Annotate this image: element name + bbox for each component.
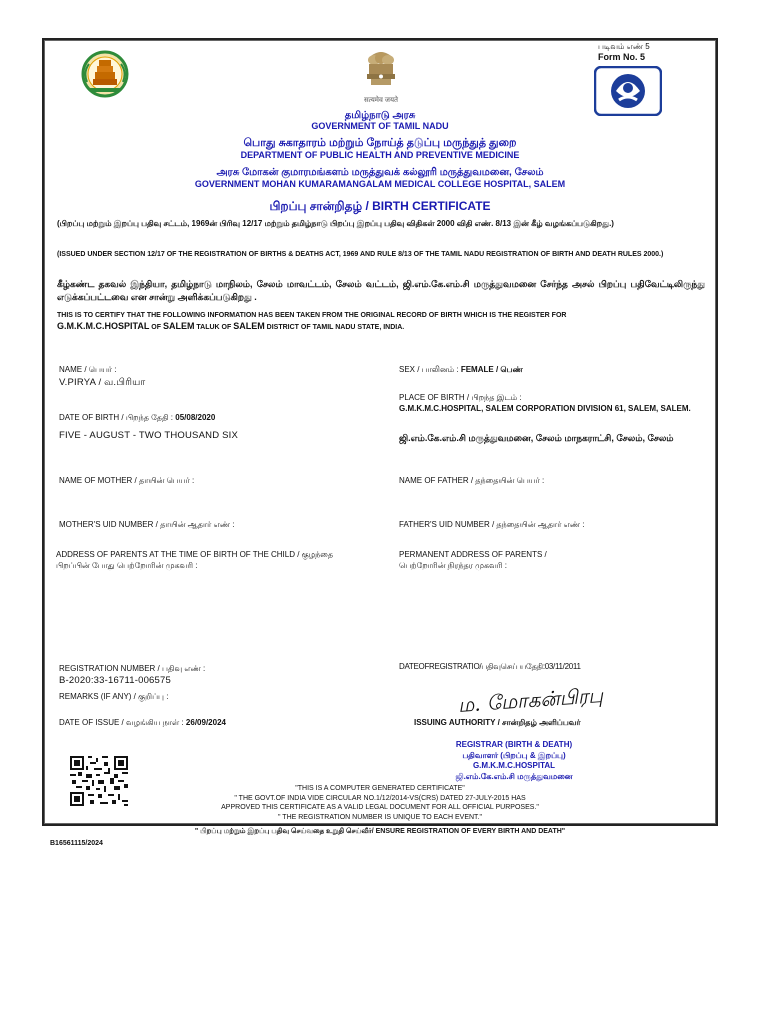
registration-number-value: B-2020:33-16711-006575 [59,675,171,686]
registrar-hospital: G.M.K.M.C.HOSPITAL [472,761,556,770]
gov-tamil: தமிழ்நாடு அரசு [344,110,416,121]
hospital-english: GOVERNMENT MOHAN KUMARAMANGALAM MEDICAL COLLEGE HOSPITAL, SALEM [194,179,566,189]
form-number-tamil: படிவம் எண் 5 [598,42,650,51]
name-label: NAME / பெயர் : [59,365,117,374]
name-value: V.PIRYA / வ.பிரியா [59,377,146,388]
issuing-authority-label: ISSUING AUTHORITY / சான்றிதழ் அளிப்பவர் [414,718,581,727]
tamil-nadu-emblem-icon [72,50,138,98]
gov-english: GOVERNMENT OF TAMIL NADU [311,121,449,131]
computer-generated-notice: "THIS IS A COMPUTER GENERATED CERTIFICATE" " THE GOVT.OF INDIA VIDE CIRCULAR NO.1/12/2014-VS(CRS) DATED 27-JULY-2015 HAS APPROVED THIS CERTIFICATE AS A VALID LEGAL DOCUMENT FOR ALL OFFICIAL PURPOSES." " THE REGISTRATION NUMBER IS UNIQUE TO EACH EVENT." [221,785,539,821]
national-emblem-icon [357,46,405,96]
certificate-title: பிறப்பு சான்றிதழ் / BIRTH CERTIFICATE [269,199,491,213]
registration-slogan: " பிறப்பு மற்றும் இறப்பு பதிவு செய்வதை உறுதி செய்வீர்/ ENSURE REGISTRATION OF EVERY BIRTH AND DEATH" [194,828,566,835]
permanent-address-label: PERMANENT ADDRESS OF PARENTS / பெற்றோரின் நிரந்தர முகவரி : [399,550,547,570]
place-of-birth-label: PLACE OF BIRTH / பிறந்த இடம் : [399,393,522,402]
mother-uid-label: MOTHER'S UID NUMBER / தாயின் ஆதார் எண் : [59,520,235,529]
dob-words: FIVE - AUGUST - TWO THOUSAND SIX [59,430,239,441]
remarks-label: REMARKS (IF ANY) / குறிப்பு : [59,692,169,701]
issue-date-label: DATE OF ISSUE / வழங்கிய நாள் : 26/09/2024 [59,718,226,727]
mother-name-label: NAME OF MOTHER / தாயின் பெயர் : [59,476,195,485]
registrar-tamil: பதிவாளர் (பிறப்பு & இறப்பு) [462,750,566,760]
father-uid-label: FATHER'S UID NUMBER / தந்தையின் ஆதார் எண் : [399,520,585,529]
department-english: DEPARTMENT OF PUBLIC HEALTH AND PREVENTIVE MEDICINE [240,150,520,160]
birth-address-label: ADDRESS OF PARENTS AT THE TIME OF BIRTH OF THE CHILD / குழந்தை பிறப்பின் போது பெற்றோரின் முகவரி : [56,550,334,570]
father-name-label: NAME OF FATHER / தந்தையின் பெயர் : [399,476,545,485]
qr-code[interactable] [70,756,128,806]
tamil-rule-text: (பிறப்பு மற்றும் இறப்பு பதிவு சட்டம், 1969ன் பிரிவு 12/17 மற்றும் தமிழ்நாடு பிறப்பு இறப்பு பதிவு விதிகள் 2000 விதி எண். 8/13 இன் கீழ் வழங்கப்படுகிறது.) [57,219,614,228]
place-of-birth-value: G.M.K.M.C.HOSPITAL, SALEM CORPORATION DIVISION 61, SALEM, SALEM. [399,404,691,413]
form-number: Form No. 5 [598,52,646,62]
certificate-code: B16561115/2024 [50,840,103,847]
emblem-motto: सत्यमेव जयते [363,97,399,104]
dob-label: DATE OF BIRTH / பிறந்த தேதி : 05/08/2020 [59,413,216,422]
english-certify-line1: THIS IS TO CERTIFY THAT THE FOLLOWING INFORMATION HAS BEEN TAKEN FROM THE ORIGINAL RECORD OF BIRTH WHICH IS THE REGISTER FOR [57,312,567,319]
place-of-birth-tamil: ஜி.எம்.கே.எம்.சி மருத்துவமனை, சேலம் மாநகராட்சி, சேலம், சேலம் [399,433,674,443]
sex-label: SEX / பாலினம் : FEMALE / பெண் [399,365,523,374]
registration-date-label: DATEOFREGISTRATIO/பதிவுசெய் யதேதி:03/11/2011 [399,662,581,671]
english-rule-text: (ISSUED UNDER SECTION 12/17 OF THE REGISTRATION OF BIRTHS & DEATHS ACT, 1969 AND RULE 8/13 OF THE TAMIL NADU REGISTRATION OF BIRTH AND DEATH RULES 2000.) [57,251,664,258]
registration-number-label: REGISTRATION NUMBER / பதிவு எண் : [59,664,206,673]
tamil-certify-text: கீழ்கண்ட தகவல் இந்தியா, தமிழ்நாடு மாநிலம், சேலம் மாவட்டம், சேலம் வட்டம், ஜி.எம்.கே.எம்.சி மருத்துவமனை சேர்ந்த அசல் பிறப்பு பதிவேட்டிலிருந்து எடுக்கப்பட்டவை என சான்று அளிக்கப்படுகிறது . [57,279,705,302]
english-certify-line2: G.M.K.M.C.HOSPITAL OF SALEM TALUK OF SALEM DISTRICT OF TAMIL NADU STATE, INDIA. [57,321,405,331]
hospital-tamil: அரசு மோகன் குமாரமங்களம் மருத்துவக் கல்லூரி மருத்துவமனை, சேலம் [216,167,544,178]
crs-logo-icon [594,66,662,116]
registrar-english: REGISTRAR (BIRTH & DEATH) [455,740,573,749]
registrar-block [404,740,624,782]
registrar-hospital-tamil: ஜி.எம்.கே.எம்.சி மருத்துவமனை [455,771,573,781]
signature: ம. மோகன்பிரபு [457,682,604,718]
department-tamil: பொது சுகாதாரம் மற்றும் நோய்த் தடுப்பு மருந்துத் துறை [243,137,517,149]
